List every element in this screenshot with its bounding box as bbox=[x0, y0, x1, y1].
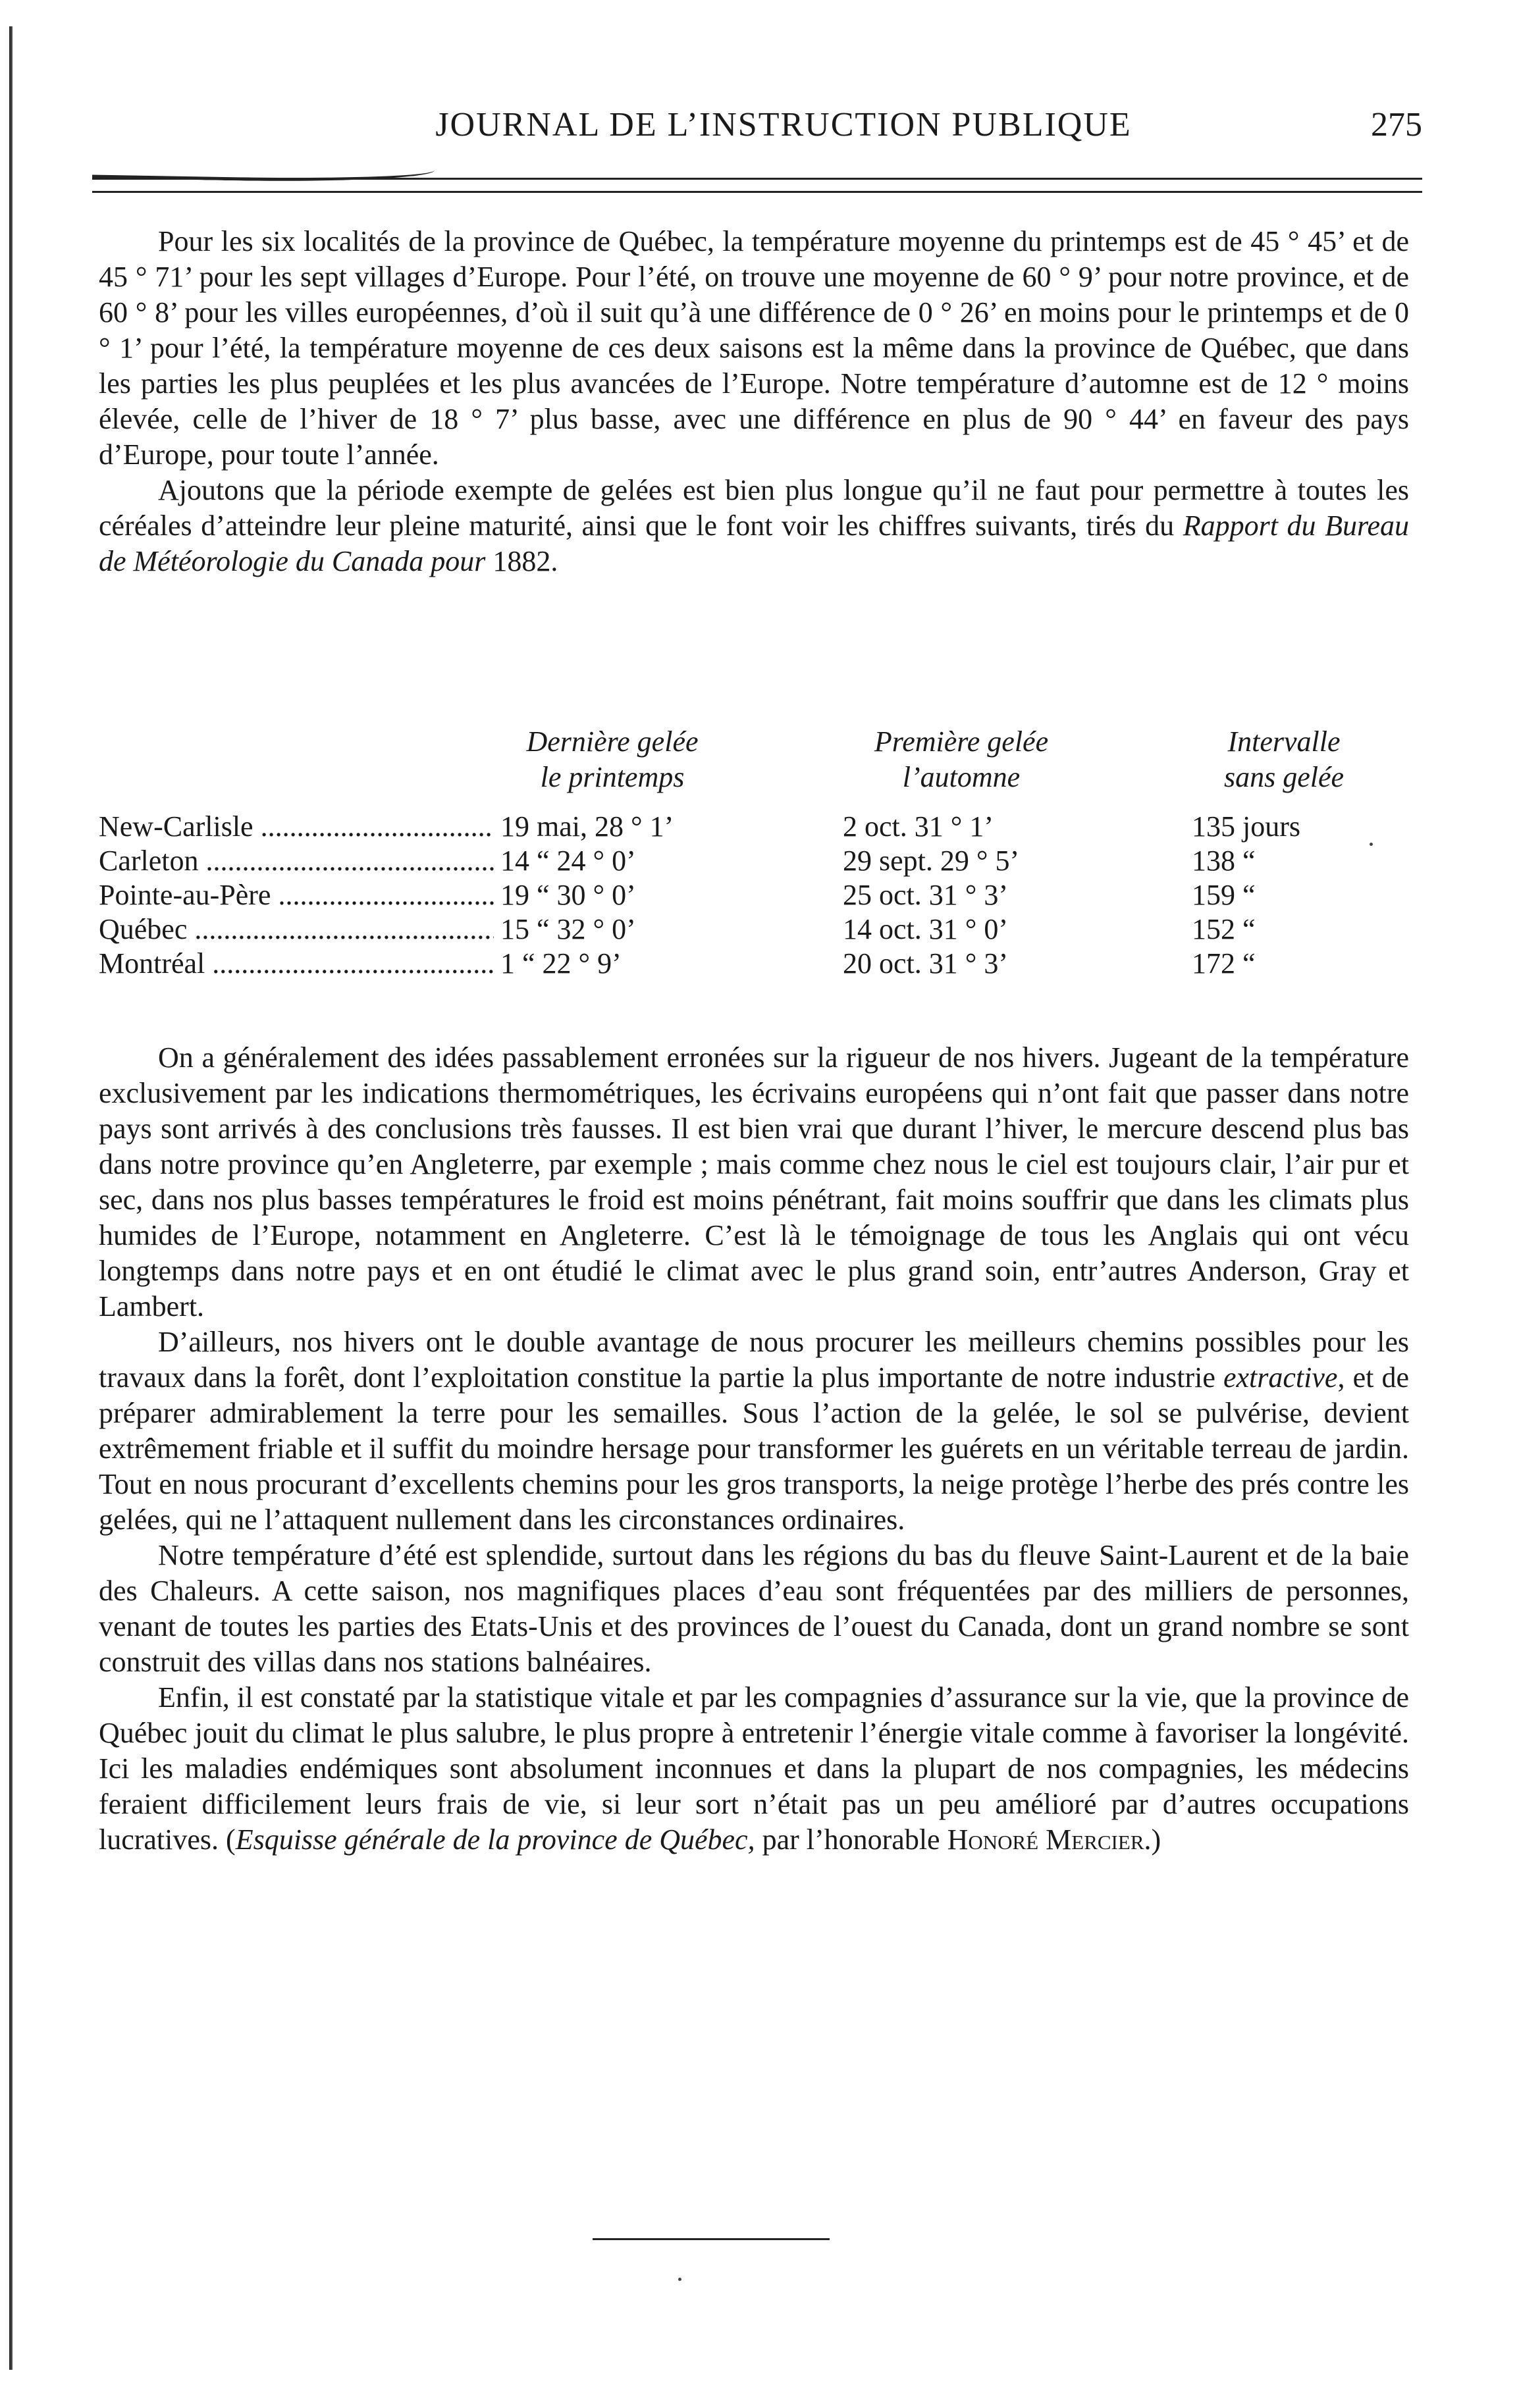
header-first-frost bbox=[836, 724, 1086, 795]
first-frost-value: 25 oct. 31 ° 3’ bbox=[843, 879, 1009, 911]
paragraph-text: Ajoutons que la période exempte de gelées est bien plus longue qu’il ne faut pour permettre à toutes les céréales d’atteindre leur pleine maturité, ainsi que le font voir les chiffres suivants, tirés du bbox=[99, 474, 1409, 542]
table-row bbox=[99, 878, 1409, 912]
table-row bbox=[99, 844, 1409, 878]
header-line: Intervalle bbox=[1227, 725, 1341, 758]
source-title: Esquisse générale de la province de Québec, bbox=[235, 1823, 755, 1856]
paragraph-health bbox=[99, 1680, 1409, 1858]
header-line: le printemps bbox=[540, 761, 685, 793]
interval-value: 138 “ bbox=[1192, 845, 1256, 877]
table-row bbox=[99, 810, 1409, 844]
header-rule-bottom bbox=[92, 191, 1422, 193]
place-name: New-Carlisle ..... bbox=[99, 810, 494, 843]
first-frost-value: 14 oct. 31 ° 0’ bbox=[843, 913, 1009, 945]
paragraph-text: .) bbox=[1144, 1823, 1161, 1856]
header-interval bbox=[1179, 724, 1389, 795]
scan-speck bbox=[678, 2278, 681, 2281]
header-last-frost bbox=[500, 724, 724, 795]
article-body-top bbox=[99, 224, 1409, 579]
page-header bbox=[92, 105, 1422, 151]
italic-term: extractive bbox=[1223, 1361, 1338, 1394]
paragraph-text: par l’honorable bbox=[755, 1823, 947, 1856]
article-body-bottom bbox=[99, 1040, 1409, 1858]
scan-speck bbox=[1370, 843, 1373, 846]
last-frost-value: 15 “ 32 ° 0’ bbox=[500, 913, 636, 945]
paragraph-text: 1882. bbox=[485, 545, 558, 577]
report-title: Rapport du Bureau de Météorologie du Canada pour bbox=[99, 510, 1409, 577]
header-line: sans gelée bbox=[1223, 761, 1345, 793]
last-frost-value: 19 mai, 28 ° 1’ bbox=[500, 810, 674, 843]
scan-edge bbox=[9, 26, 13, 2370]
interval-value: 152 “ bbox=[1192, 913, 1256, 945]
paragraph-text: Enfin, il est constaté par la statistique vitale et par les compagnies d’assurance sur la vie, que la province de Québec jouit du climat le plus salubre, le plus propre à entretenir l’énergie vitale comme à favoriser la longévité. Ici les maladies endémiques sont absolument inconnues et dans la plupart de nos compagnies, les médecins feraient difficilement leurs frais de vie, si leur sort n’était pas un peu amélioré par d’autres occupations lucratives. ( bbox=[99, 1681, 1409, 1856]
first-frost-value: 20 oct. 31 ° 3’ bbox=[843, 947, 1009, 980]
paragraph-temperatures: Pour les six localités de la province de Québec, la température moyenne du printemps est de 45 ° 45’ et de 45 ° 71’ pour les sept villages d’Europe. Pour l’été, on trouve une moyenne de 60 ° 9’ pour notre province, et de 60 ° 8’ pour les villes européennes, d’où il suit qu’à une différence de 0 ° 26’ en moins pour le printemps et de 0 ° 1’ pour l’été, la température moyenne de ces deux saisons est la même dans la province de Québec, que dans les parties les plus peuplées et les plus avancées de l’Europe. Notre température d’automne est de 12 ° moins élevée, celle de l’hiver de 18 ° 7’ plus basse, avec une différence en plus de 90 ° 44’ en faveur des pays d’Europe, pour toute l’année. bbox=[99, 225, 1409, 471]
interval-value: 172 “ bbox=[1192, 947, 1256, 980]
interval-value: 159 “ bbox=[1192, 879, 1256, 911]
place-name: Pointe-au-Père ..... bbox=[99, 878, 494, 912]
paragraph-winter-advantages bbox=[99, 1324, 1409, 1538]
header-line: Dernière gelée bbox=[526, 725, 699, 758]
last-frost-value: 1 “ 22 ° 9’ bbox=[500, 947, 622, 980]
page-number: 275 bbox=[1371, 106, 1422, 144]
paragraph-text: D’ailleurs, nos hivers ont le double avantage de nous procurer les meilleurs chemins possibles pour les travaux dans la forêt, dont l’exploitation constitue la partie la plus importante de notre industrie bbox=[99, 1326, 1409, 1394]
header-line: l’automne bbox=[902, 761, 1021, 793]
frost-table bbox=[99, 724, 1409, 1027]
header-line: Première gelée bbox=[874, 725, 1049, 758]
header-rule-top bbox=[92, 178, 1422, 180]
paragraph-winter: On a généralement des idées passablement erronées sur la rigueur de nos hivers. Jugeant de la température exclusivement par les indications thermométriques, les écrivains européens qui n’ont fait que passer dans notre pays sont arrivés à des conclusions très fausses. Il est bien vrai que durant l’hiver, le mercure descend plus bas dans notre province qu’en Angleterre, par exemple ; mais comme chez nous le ciel est toujours clair, l’air pur et sec, dans nos plus basses températures le froid est moins pénétrant, fait moins souffrir que dans les climats plus humides de l’Europe, notamment en Angleterre. C’est là le témoignage de tous les Anglais qui ont vécu longtemps dans notre pays et en ont étudié le climat avec le plus grand soin, entr’autres Anderson, Gray et Lambert. bbox=[99, 1041, 1409, 1322]
place-name: Montréal ..... bbox=[99, 947, 494, 980]
paragraph-summer: Notre température d’été est splendide, surtout dans les régions du bas du fleuve Saint-Laurent et de la baie des Chaleurs. A cette saison, nos magnifiques places d’eau sont fréquentées par des milliers de personnes, venant de toutes les parties des Etats-Unis et des provinces de l’ouest du Canada, dont un grand nombre se sont construit des villas dans nos stations balnéaires. bbox=[99, 1539, 1409, 1678]
table-row bbox=[99, 947, 1409, 981]
first-frost-value: 29 sept. 29 ° 5’ bbox=[843, 845, 1020, 877]
author-name: Honoré Mercier bbox=[947, 1823, 1144, 1856]
place-name: Carleton ..... bbox=[99, 844, 494, 877]
first-frost-value: 2 oct. 31 ° 1’ bbox=[843, 810, 994, 843]
table-row bbox=[99, 912, 1409, 947]
last-frost-value: 14 “ 24 ° 0’ bbox=[500, 845, 636, 877]
paragraph-text: , et de préparer admirablement la terre pour les semailles. Sous l’action de la gelée, le sol se pulvérise, devient extrêmement friable et il suffit du moindre hersage pour transformer les guérets en un véritable terreau de jardin. Tout en nous procurant d’excellents chemins pour les gros transports, la neige protège l’herbe des prés contre les gelées, qui ne l’attaquent nullement dans les circonstances ordinaires. bbox=[99, 1361, 1409, 1536]
last-frost-value: 19 “ 30 ° 0’ bbox=[500, 879, 636, 911]
place-name: Québec ..... bbox=[99, 912, 494, 946]
interval-value: 135 jours bbox=[1192, 810, 1300, 843]
closing-rule bbox=[593, 2238, 830, 2240]
running-title: JOURNAL DE L’INSTRUCTION PUBLIQUE bbox=[435, 106, 1132, 144]
paragraph-frost-period bbox=[99, 473, 1409, 579]
